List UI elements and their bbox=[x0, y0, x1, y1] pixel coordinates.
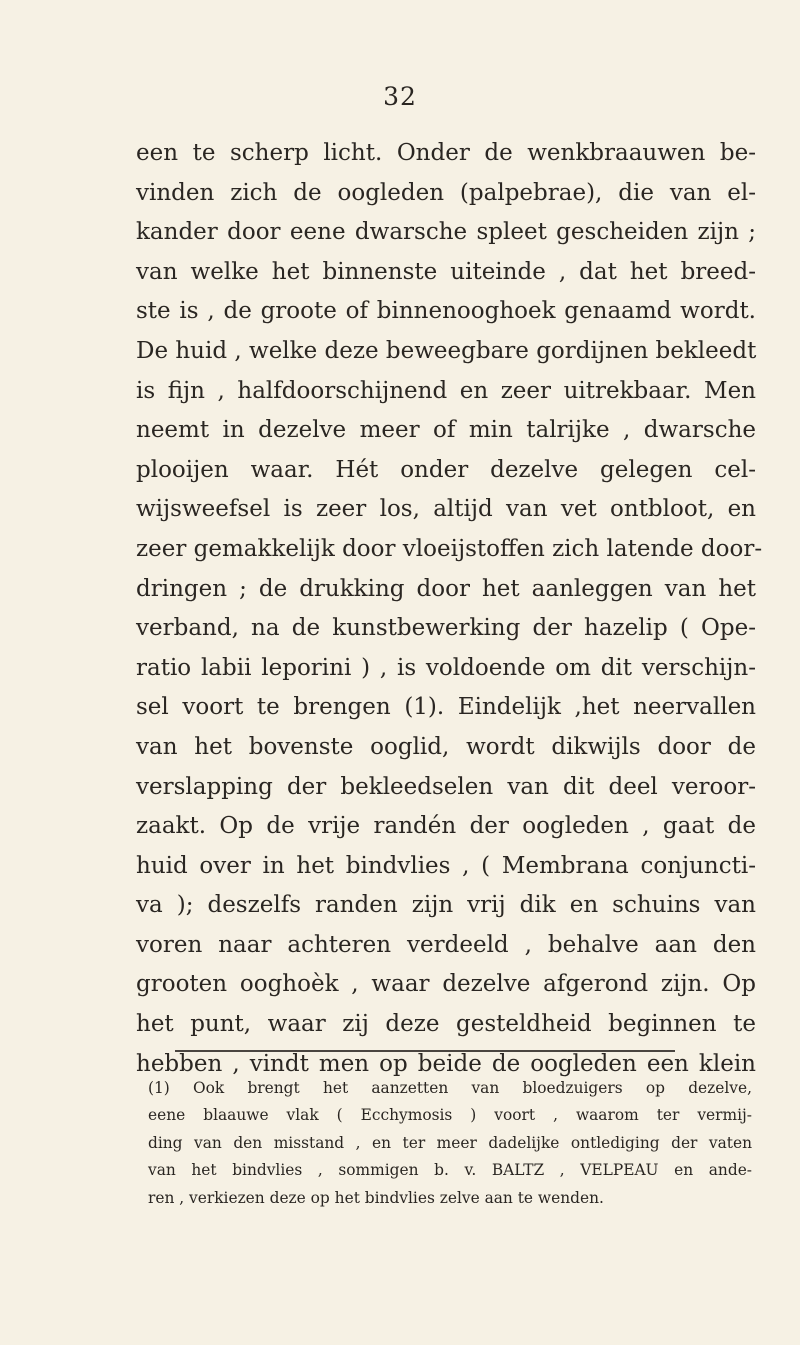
text-line: plooijen waar. Hét onder dezelve gelegen cel- bbox=[136, 456, 756, 483]
text-line: een te scherp licht. Onder de wenkbraauwen be- bbox=[136, 140, 756, 166]
text-line: is fijn , halfdoorschijnend en zeer uitrekbaar. Men bbox=[136, 377, 756, 404]
text-line: huid over in het bindvlies , ( Membrana conjuncti- bbox=[136, 852, 756, 879]
footnote-line: (1) Ook brengt het aanzetten van bloedzuigers op dezelve, bbox=[148, 1079, 752, 1097]
footnote-block bbox=[148, 1075, 752, 1212]
text-line: neemt in dezelve meer of min talrijke , dwarsche bbox=[136, 417, 756, 444]
text-line: wijsweefsel is zeer los, altijd van vet ontbloot, en bbox=[136, 496, 756, 523]
text-line: grooten ooghoèk , waar dezelve afgerond zijn. Op bbox=[136, 971, 756, 998]
text-line: sel voort te brengen (1). Eindelijk ,het neervallen bbox=[136, 694, 756, 721]
text-line: vinden zich de oogleden (palpebrae), die van el- bbox=[136, 179, 756, 206]
text-line: ratio labii leporini ) , is voldoende om dit verschijn- bbox=[136, 654, 756, 681]
footnote-line: ren , verkiezen deze op het bindvlies zelve aan te wenden. bbox=[148, 1188, 604, 1207]
text-line: zeer gemakkelijk door vloeijstoffen zich latende door- bbox=[136, 535, 763, 562]
text-line: verband, na de kunstbewerking der hazelip ( Ope- bbox=[136, 615, 756, 642]
text-line: verslapping der bekleedselen van dit deel veroor- bbox=[136, 773, 756, 800]
text-line: van het bovenste ooglid, wordt dikwijls door de bbox=[136, 733, 756, 760]
text-line: hebben , vindt men op beide de oogleden een klein bbox=[136, 1050, 756, 1077]
text-line: dringen ; de drukking door het aanleggen van het bbox=[136, 575, 756, 602]
text-line: De huid , welke deze beweegbare gordijnen bekleedt bbox=[136, 337, 757, 364]
text-line: voren naar achteren verdeeld , behalve aan den bbox=[136, 931, 756, 958]
text-line: van welke het binnenste uiteinde , dat het breed- bbox=[136, 258, 756, 285]
main-text-block bbox=[136, 134, 763, 1084]
text-line: zaakt. Op de vrije randén der oogleden , gaat de bbox=[136, 813, 756, 840]
text-line: het punt, waar zij deze gesteldheid beginnen te bbox=[136, 1011, 756, 1038]
footnote-line: van het bindvlies , sommigen b. v. BALTZ , VELPEAU en ande- bbox=[148, 1161, 752, 1180]
page-number: 32 bbox=[383, 82, 417, 111]
footnote-line: ding van den misstand , en ter meer dadelijke ontlediging der vaten bbox=[148, 1133, 752, 1152]
text-line: kander door eene dwarsche spleet gescheiden zijn ; bbox=[136, 219, 756, 246]
footnote-line: eene blaauwe vlak ( Ecchymosis ) voort , waarom ter vermij- bbox=[148, 1106, 752, 1125]
text-line: ste is , de groote of binnenooghoek genaamd wordt. bbox=[136, 298, 756, 325]
footnote-divider bbox=[175, 1050, 675, 1052]
text-line: va ); deszelfs randen zijn vrij dik en schuins van bbox=[136, 892, 756, 919]
